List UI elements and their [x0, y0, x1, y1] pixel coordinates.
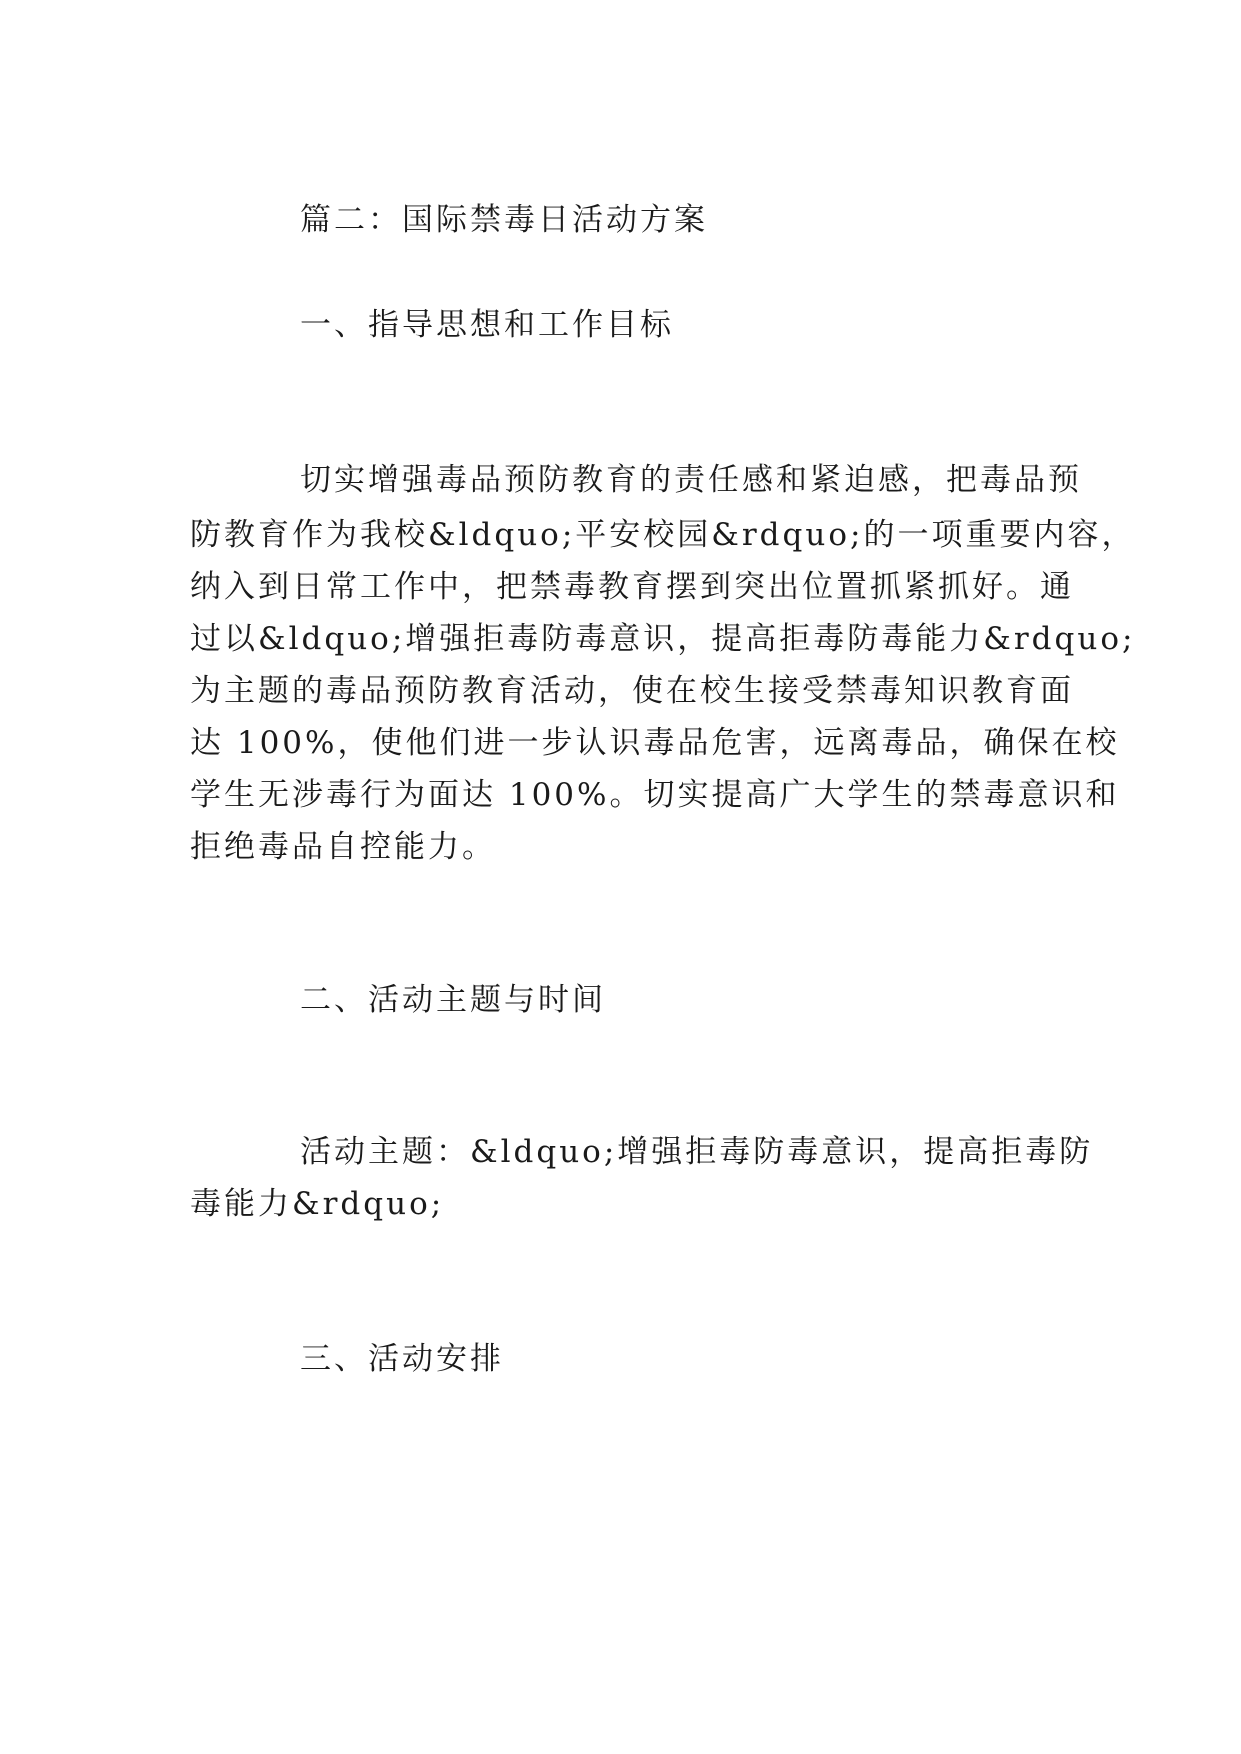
- paragraph-line: 学生无涉毒行为面达 100%。切实提高广大学生的禁毒意识和: [190, 777, 1120, 813]
- paragraph-line: 为主题的毒品预防教育活动，使在校生接受禁毒知识教育面: [190, 673, 1074, 709]
- section-title: 三、活动安排: [300, 1341, 504, 1377]
- paragraph-line: 拒绝毒品自控能力。: [190, 829, 496, 865]
- paragraph-line: 过以&ldquo;增强拒毒防毒意识，提高拒毒防毒能力&rdquo;: [190, 621, 1136, 657]
- paragraph-line: 切实增强毒品预防教育的责任感和紧迫感，把毒品预: [300, 462, 1082, 498]
- section-title: 一、指导思想和工作目标: [300, 307, 674, 343]
- document-heading: 篇二：国际禁毒日活动方案: [300, 202, 708, 238]
- paragraph-line: 防教育作为我校&ldquo;平安校园&rdquo;的一项重要内容，: [190, 517, 1136, 553]
- paragraph-line: 达 100%，使他们进一步认识毒品危害，远离毒品，确保在校: [190, 725, 1120, 761]
- paragraph-line: 毒能力&rdquo;: [190, 1186, 445, 1222]
- paragraph-line: 纳入到日常工作中，把禁毒教育摆到突出位置抓紧抓好。通: [190, 569, 1074, 605]
- section-title: 二、活动主题与时间: [300, 982, 606, 1018]
- paragraph-line: 活动主题：&ldquo;增强拒毒防毒意识，提高拒毒防: [300, 1134, 1094, 1170]
